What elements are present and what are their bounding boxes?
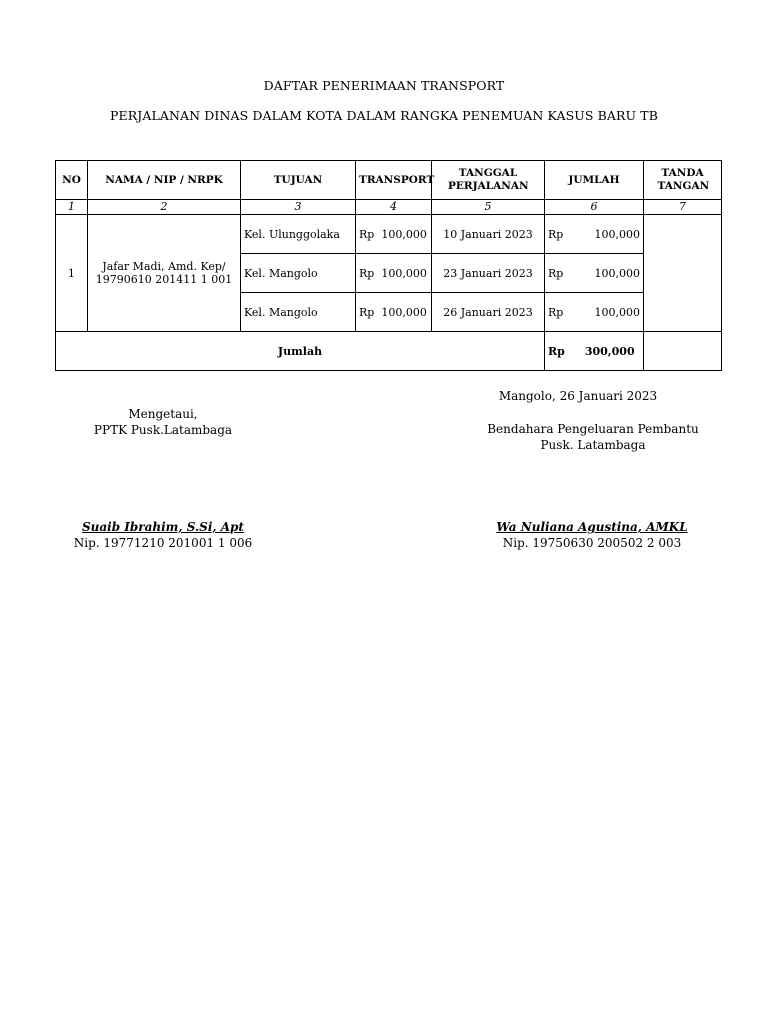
col-number: 3 <box>241 200 356 215</box>
header-jumlah: JUMLAH <box>545 161 644 200</box>
left-signatory-nip: Nip. 19771210 201001 1 006 <box>73 536 253 550</box>
col-number: 5 <box>432 200 545 215</box>
tanggal-cell: 26 Januari 2023 <box>432 293 545 332</box>
table-header-row <box>56 161 722 200</box>
currency: Rp <box>359 266 375 280</box>
right-signatory <box>477 519 707 551</box>
person-cell <box>88 215 241 332</box>
right-sig-line2: Pusk. Latambaga <box>540 438 646 452</box>
tanggal-cell: 23 Januari 2023 <box>432 254 545 293</box>
currency: Rp <box>359 227 375 241</box>
col-number: 7 <box>644 200 722 215</box>
col-number: 2 <box>88 200 241 215</box>
col-number: 4 <box>356 200 432 215</box>
left-sig-line2: PPTK Pusk.Latambaga <box>93 423 233 437</box>
transport-value: 100,000 <box>381 227 427 241</box>
total-cell <box>545 332 644 371</box>
currency: Rp <box>548 344 565 358</box>
left-signature-block <box>48 406 278 438</box>
header-tanggal-text: TANGGAL PERJALANAN <box>448 167 529 192</box>
column-number-row <box>56 200 722 215</box>
header-tanggal <box>432 161 545 200</box>
currency: Rp <box>359 305 375 319</box>
col-number: 1 <box>56 200 88 215</box>
transport-value: 100,000 <box>381 305 427 319</box>
header-tanda-text: TANDA TANGAN <box>657 167 710 192</box>
right-signature-block <box>478 421 708 453</box>
right-signatory-name: Wa Nuliana Agustina, AMKL <box>496 520 688 534</box>
transport-cell <box>356 293 432 332</box>
tanggal-cell: 10 Januari 2023 <box>432 215 545 254</box>
place-date: Mangolo, 26 Januari 2023 <box>498 389 658 403</box>
jumlah-value: 100,000 <box>594 305 640 319</box>
total-row <box>56 332 722 371</box>
jumlah-cell <box>545 215 644 254</box>
transport-table <box>55 160 722 371</box>
header-nama: NAMA / NIP / NRPK <box>88 161 241 200</box>
row-no: 1 <box>56 215 88 332</box>
currency: Rp <box>548 266 564 280</box>
total-value: 300,000 <box>584 344 635 358</box>
signature-cell <box>644 215 722 332</box>
transport-cell <box>356 254 432 293</box>
tujuan-cell: Kel. Ulunggolaka <box>241 215 356 254</box>
left-signatory <box>48 519 278 551</box>
transport-value: 100,000 <box>381 266 427 280</box>
header-no: NO <box>56 161 88 200</box>
left-sig-line1: Mengetaui, <box>128 407 198 421</box>
person-name: Jafar Madi, Amd. Kep/ <box>102 260 226 273</box>
header-tujuan: TUJUAN <box>241 161 356 200</box>
right-sig-line1: Bendahara Pengeluaran Pembantu <box>487 422 699 436</box>
tujuan-cell: Kel. Mangolo <box>241 293 356 332</box>
document-title: DAFTAR PENERIMAAN TRANSPORT <box>263 78 505 93</box>
currency: Rp <box>548 305 564 319</box>
total-empty-cell <box>644 332 722 371</box>
col-number: 6 <box>545 200 644 215</box>
jumlah-value: 100,000 <box>594 266 640 280</box>
header-tanda <box>644 161 722 200</box>
right-signatory-nip: Nip. 19750630 200502 2 003 <box>502 536 682 550</box>
jumlah-cell <box>545 254 644 293</box>
currency: Rp <box>548 227 564 241</box>
jumlah-value: 100,000 <box>594 227 640 241</box>
header-transport: TRANSPORT <box>356 161 432 200</box>
left-signatory-name: Suaib Ibrahim, S.Si, Apt <box>82 520 244 534</box>
tujuan-cell: Kel. Mangolo <box>241 254 356 293</box>
table-row <box>56 215 722 254</box>
transport-cell <box>356 215 432 254</box>
total-label: Jumlah <box>56 332 545 371</box>
document-subtitle: PERJALANAN DINAS DALAM KOTA DALAM RANGKA PENEMUAN KASUS BARU TB <box>110 108 658 123</box>
jumlah-cell <box>545 293 644 332</box>
person-nip: 19790610 201411 1 001 <box>95 273 233 286</box>
